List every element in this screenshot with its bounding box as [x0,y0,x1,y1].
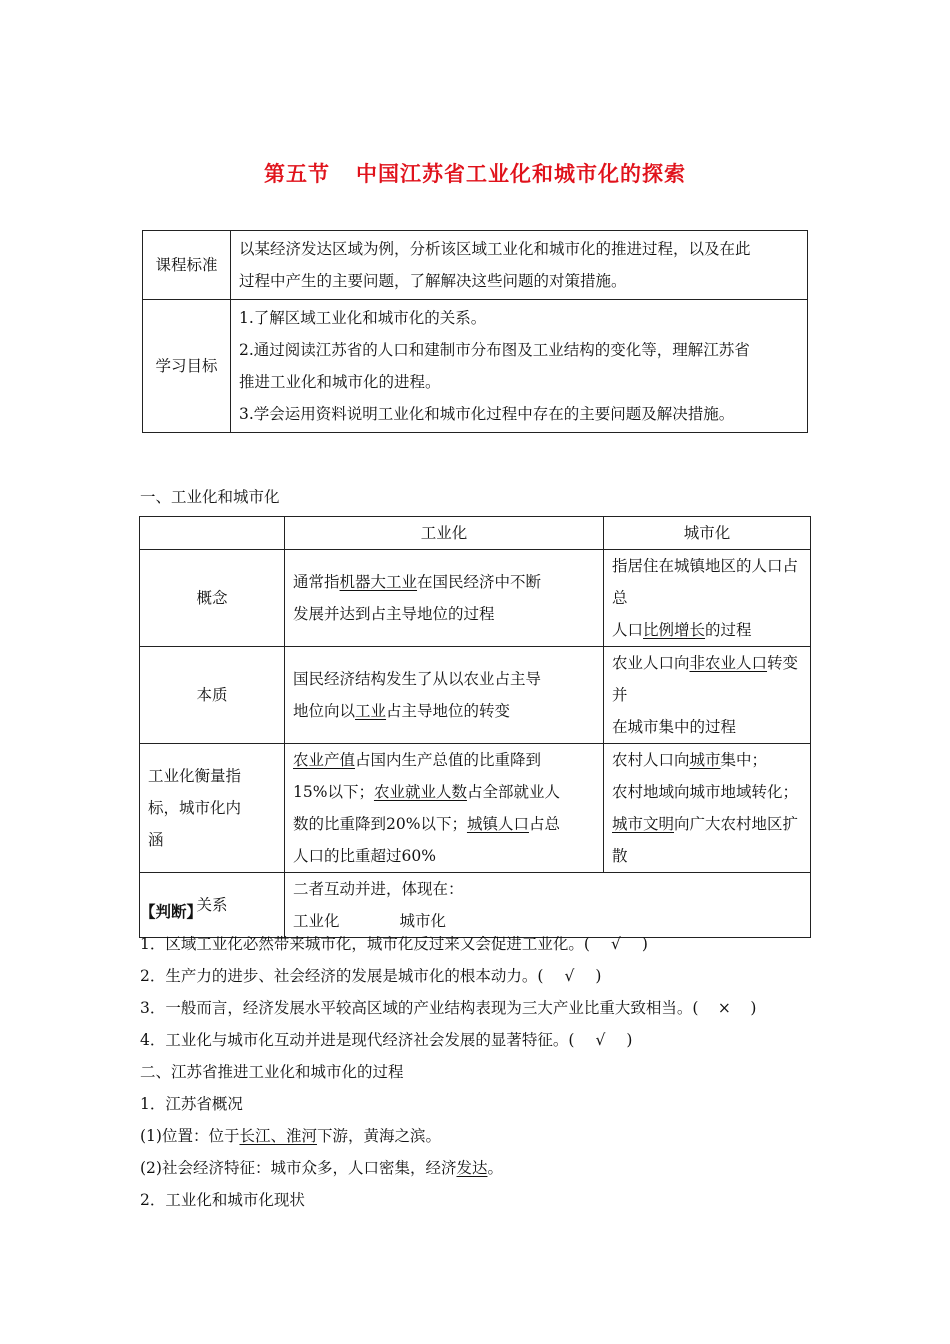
concept-urbanization: 指居住在城镇地区的人口占总 人口比例增长的过程 [604,550,811,647]
empty-header-cell [140,517,285,550]
goals-content [231,300,808,433]
column-header-industrialization: 工业化 [285,517,604,550]
table-row [140,550,811,647]
concept-industrialization: 通常指机器大工业在国民经济中不断 发展并达到占主导地位的过程 [285,550,604,647]
standard-content [231,231,808,300]
row-header-relation: 关系 [140,873,285,938]
page-title: 第五节 中国江苏省工业化和城市化的探索 [264,162,686,186]
essence-urbanization: 农业人口向非农业人口转变并 在城市集中的过程 [604,647,811,744]
judge-item: 1．区域工业化必然带来城市化，城市化反过来又会促进工业化。( √ ) [140,935,648,953]
course-standards-table [142,230,808,433]
measure-industrialization: 农业产值占国内生产总值的比重降到 15%以下；农业就业人数占全部就业人 数的比重降到20%以下；城镇人口占总 人口的比重超过60% [285,744,604,873]
section-heading: 一、工业化和城市化 [140,488,280,506]
essence-industrialization: 国民经济结构发生了从以农业占主导 地位向以工业占主导地位的转变 [285,647,604,744]
text-line: 1.了解区域工业化和城市化的关系。 [239,309,487,327]
row-header-concept: 概念 [140,550,285,647]
relation-content: 二者互动并进，体现在： 工业化 城市化 [285,873,811,938]
text-line: 3.学会运用资料说明工业化和城市化过程中存在的主要问题及解决措施。 [239,405,735,423]
text-line: 2.通过阅读江苏省的人口和建制市分布图及工业结构的变化等，理解江苏省 [239,341,750,359]
table-row [140,647,811,744]
subsection-heading: 2．工业化和城市化现状 [140,1191,305,1209]
row-header-essence: 本质 [140,647,285,744]
column-header-urbanization: 城市化 [604,517,811,550]
paragraph: (1)位置：位于长江、淮河下游，黄海之滨。 [140,1127,441,1145]
subsection-heading: 1．江苏省概况 [140,1095,243,1113]
judge-heading: 【判断】 [140,902,203,921]
table-row [143,300,808,433]
row-header-measure: 工业化衡量指 标，城市化内 涵 [140,744,285,873]
section-heading: 二、江苏省推进工业化和城市化的过程 [140,1063,404,1081]
judge-item: 4．工业化与城市化互动并进是现代经济社会发展的显著特征。( √ ) [140,1031,633,1049]
table-row [140,744,811,873]
judge-item: 3．一般而言，经济发展水平较高区域的产业结构表现为三大产业比重大致相当。( × ) [140,999,757,1017]
text-line: 过程中产生的主要问题，了解解决这些问题的对策措施。 [239,272,627,290]
text-line: 以某经济发达区域为例，分析该区域工业化和城市化的推进过程，以及在此 [239,240,751,258]
table-row [140,873,811,938]
measure-urbanization: 农村人口向城市集中； 农村地域向城市地域转化； 城市文明向广大农村地区扩散 [604,744,811,873]
industrialization-urbanization-table [139,516,811,938]
row-header-standard: 课程标准 [143,231,231,300]
table-header-row [140,517,811,550]
paragraph: (2)社会经济特征：城市众多，人口密集，经济发达。 [140,1159,503,1177]
text-line: 推进工业化和城市化的进程。 [239,373,441,391]
table-row [143,231,808,300]
row-header-goals: 学习目标 [143,300,231,433]
judge-item: 2．生产力的进步、社会经济的发展是城市化的根本动力。( √ ) [140,967,602,985]
